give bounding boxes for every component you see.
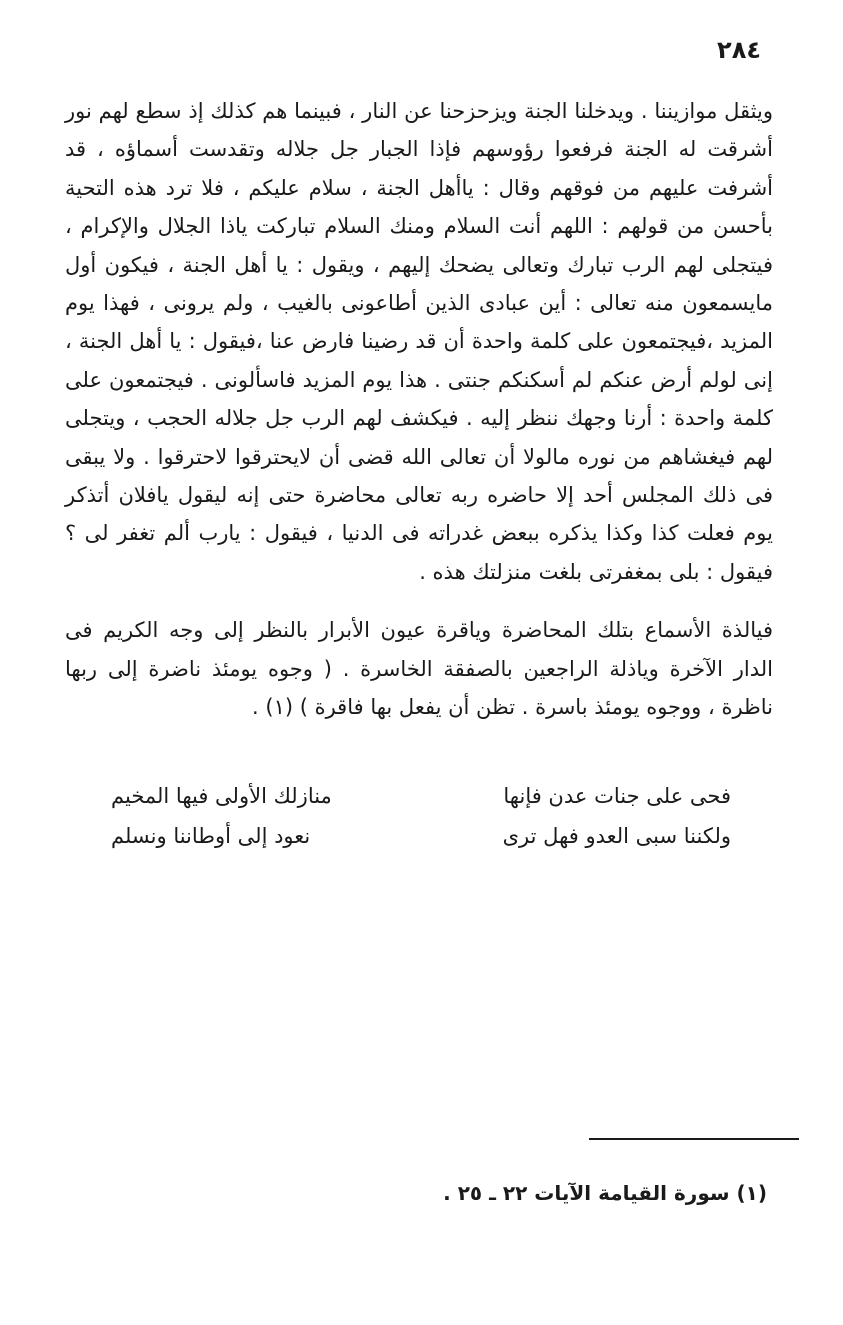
page-number: ٢٨٤: [717, 36, 761, 64]
body-text: [65, 92, 773, 727]
paragraph-2: فيالذة الأسماع بتلك المحاضرة وياقرة عيون الأبرار بالنظر إلى وجه الكريم فى الدار الآخرة وياذلة الراجعين بالصفقة الخاسرة . ( وجوه يومئذ ناضرة إلى ربها ناظرة ، ووجوه يومئذ باسرة . تظن أن يفعل بها فاقرة ) (١) .: [65, 618, 773, 720]
poem-verse-2-second-hemistich: نعود إلى أوطاننا ونسلم: [111, 824, 311, 848]
paragraph-1: ويثقل موازيننا . ويدخلنا الجنة ويزحزحنا عن النار ، فبينما هم كذلك إذ سطع لهم نور أشرقت له الجنة فرفعوا رؤوسهم فإذا الجبار جل جلاله وتقدست أسماؤه ، قد أشرفت عليهم من فوقهم وقال : ياأهل الجنة ، سلام عليكم ، فلا ترد هذه التحية بأحسن من قولهم : اللهم أنت السلام ومنك السلام تباركت ياذا الجلال والإكرام ، فيتجلى لهم الرب تبارك وتعالى يضحك إليهم ، ويقول : يا أهل الجنة ، فيكون أول مايسمعون منه تعالى : أين عبادى الذين أطاعونى بالغيب ، ولم يرونى ، فهذا يوم المزيد ،فيجتمعون على كلمة واحدة أن قد رضينا فارض عنا ،فيقول : يا أهل الجنة ، إنى لولم أرض عنكم لم أسكنكم جنتى . هذا يوم المزيد فاسألونى . فيجتمعون على كلمة واحدة : أرنا وجهك ننظر إليه . فيكشف لهم الرب جل جلاله الحجب ، ويتجلى لهم فيغشاهم من نوره مالولا أن تعالى الله قضى أن لايحترقوا لاحترقوا . ولا يبقى فى ذلك المجلس أحد إلا حاضره ربه تعالى محاضرة حتى إنه ليقول يافلان أتذكر يوم فعلت كذا وكذا يذكره ببعض غدراته فى الدنيا ، فيقول : يارب ألم تغفر لى ؟ فيقول : بلى بمغفرتى بلغت منزلتك هذه .: [65, 99, 773, 584]
footnote-separator: [589, 1138, 799, 1140]
poem-verse-2-first-hemistich: ولكننا سبى العدو فهل ترى: [502, 824, 731, 848]
poem-verse-1-second-hemistich: منازلك الأولى فيها المخيم: [111, 784, 332, 808]
poem-verse-2: [111, 816, 731, 856]
poem-verse-1-first-hemistich: فحى على جنات عدن فإنها: [503, 784, 731, 808]
footnote: (١) سورة القيامة الآيات ٢٢ ـ ٢٥ .: [443, 1181, 767, 1205]
poem: [111, 776, 731, 856]
poem-verse-1: [111, 776, 731, 816]
